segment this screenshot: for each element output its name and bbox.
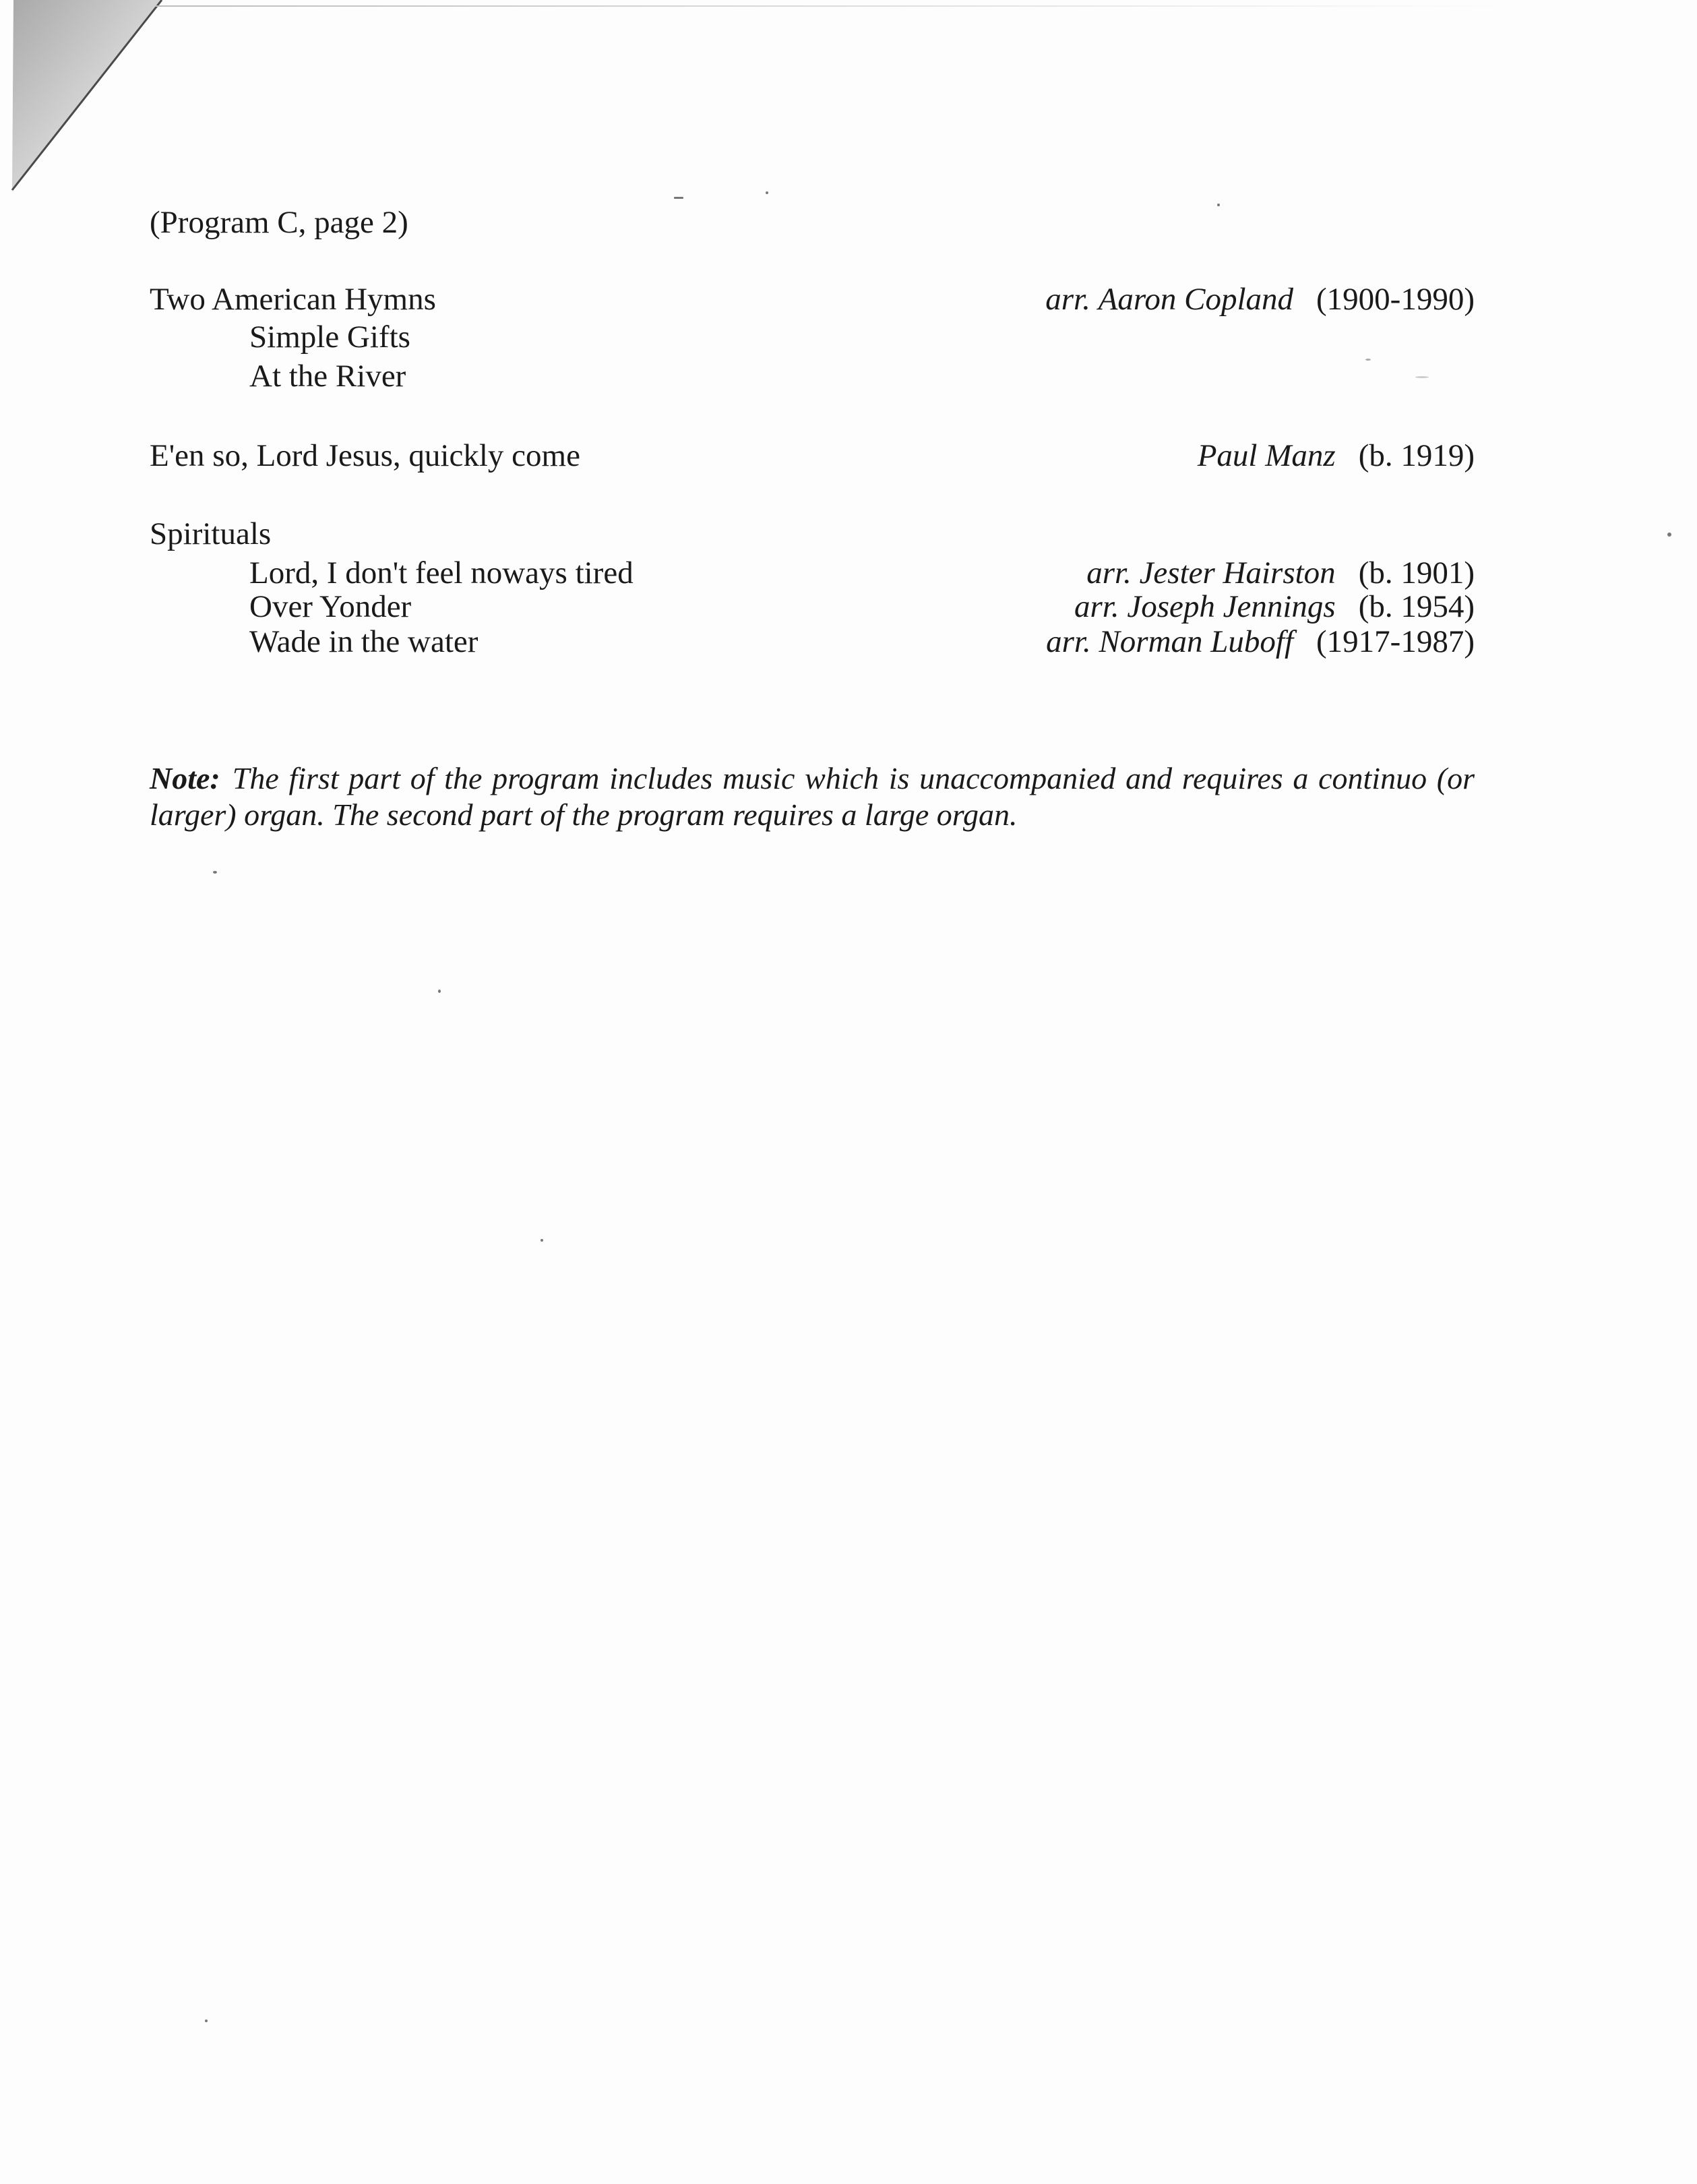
credit-prefix: arr. bbox=[1074, 589, 1119, 624]
program-note bbox=[150, 760, 1475, 833]
scan-speck bbox=[674, 197, 683, 199]
composer-years: (b. 1919) bbox=[1358, 438, 1475, 473]
scan-speck bbox=[213, 871, 217, 874]
program-item-credit bbox=[1086, 554, 1475, 592]
credit-prefix: arr. bbox=[1045, 282, 1090, 317]
composer-name: Norman Luboff bbox=[1099, 624, 1294, 659]
page-top-edge bbox=[155, 5, 1503, 7]
program-sub-item: Lord, I don't feel noways tired bbox=[249, 555, 634, 590]
credit-prefix: arr. bbox=[1046, 624, 1091, 659]
program-item-credit bbox=[1045, 280, 1475, 318]
program-item-title: Two American Hymns bbox=[150, 282, 436, 317]
scan-speck bbox=[205, 2020, 208, 2022]
program-sub-item: At the River bbox=[249, 359, 406, 394]
composer-years: (1900-1990) bbox=[1316, 282, 1475, 317]
program-sub-item: Simple Gifts bbox=[249, 320, 410, 355]
composer-years: (1917-1987) bbox=[1316, 624, 1475, 659]
program-item-title: Spirituals bbox=[150, 516, 272, 551]
composer-years: (b. 1954) bbox=[1358, 589, 1475, 624]
composer-name: Joseph Jennings bbox=[1127, 589, 1336, 624]
composer-name: Jester Hairston bbox=[1139, 555, 1336, 590]
program-sub-item: Wade in the water bbox=[249, 624, 479, 659]
scan-speck bbox=[1217, 204, 1220, 206]
credit-prefix: arr. bbox=[1086, 555, 1132, 590]
note-label: Note: bbox=[150, 761, 220, 795]
program-item-credit bbox=[1046, 623, 1475, 661]
scan-speck bbox=[438, 990, 441, 993]
scan-speck bbox=[1415, 376, 1429, 378]
program-item-credit bbox=[1198, 437, 1475, 475]
folded-corner bbox=[0, 0, 175, 202]
scan-speck bbox=[766, 191, 768, 194]
program-item-credit bbox=[1074, 588, 1475, 626]
program-item-title: E'en so, Lord Jesus, quickly come bbox=[150, 438, 580, 473]
page-label: (Program C, page 2) bbox=[150, 205, 408, 240]
note-text: The first part of the program includes music which is unaccompanied and requires a continuo (or larger) organ. The second part of the program requires a large organ. bbox=[150, 761, 1475, 832]
scan-speck bbox=[1365, 359, 1371, 361]
scan-speck bbox=[541, 1239, 543, 1242]
composer-name: Paul Manz bbox=[1197, 438, 1336, 473]
program-sub-item: Over Yonder bbox=[249, 589, 412, 624]
composer-years: (b. 1901) bbox=[1358, 555, 1475, 590]
scan-speck bbox=[1667, 533, 1671, 537]
composer-name: Aaron Copland bbox=[1098, 282, 1294, 317]
